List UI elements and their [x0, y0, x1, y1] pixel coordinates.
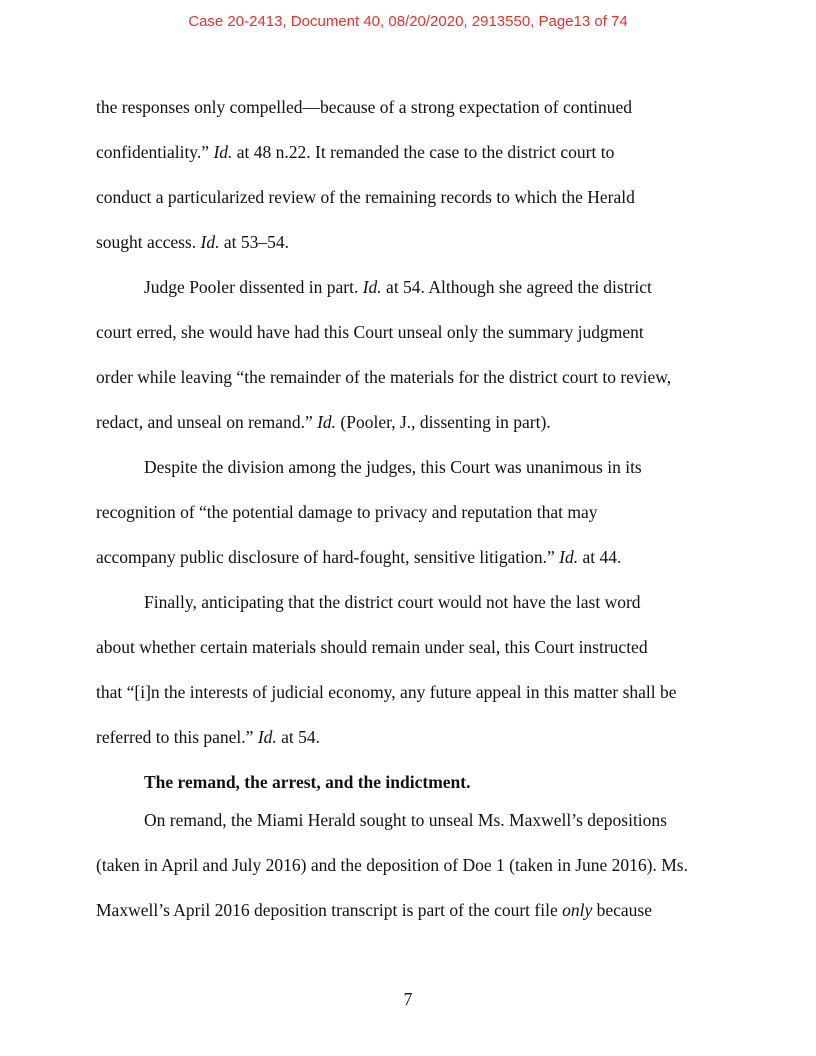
text-line: order while leaving “the remainder of the materials for the district court to review, — [96, 367, 672, 387]
text-line: recognition of “the potential damage to privacy and reputation that may — [96, 502, 598, 522]
text-line: Maxwell’s April 2016 deposition transcript is part of the court file only because — [96, 900, 652, 920]
citation-id: Id. — [213, 142, 233, 162]
section-heading: The remand, the arrest, and the indictment. — [144, 772, 471, 792]
citation-id: Id. — [559, 547, 579, 567]
text-line: Judge Pooler dissented in part. Id. at 54. Although she agreed the district — [144, 277, 652, 297]
text-line: accompany public disclosure of hard-fought, sensitive litigation.” Id. at 44. — [96, 547, 622, 567]
text-line: conduct a particularized review of the remaining records to which the Herald — [96, 187, 635, 207]
text-line: sought access. Id. at 53–54. — [96, 232, 289, 252]
citation-id: Id. — [200, 232, 220, 252]
text-line: (taken in April and July 2016) and the deposition of Doe 1 (taken in June 2016). Ms. — [96, 855, 688, 875]
text-line: Finally, anticipating that the district court would not have the last word — [144, 592, 641, 612]
text-line: about whether certain materials should remain under seal, this Court instructed — [96, 637, 648, 657]
page-number: 7 — [403, 989, 413, 1009]
text-line: referred to this panel.” Id. at 54. — [96, 727, 321, 747]
emphasis-only: only — [562, 900, 593, 920]
text-line: the responses only compelled—because of a strong expectation of continued — [96, 97, 633, 117]
text-line: court erred, she would have had this Court unseal only the summary judgment — [96, 322, 644, 342]
text-line: confidentiality.” Id. at 48 n.22. It remanded the case to the district court to — [96, 142, 615, 162]
citation-id: Id. — [257, 727, 277, 747]
case-header-stamp: Case 20-2413, Document 40, 08/20/2020, 2913550, Page13 of 74 — [188, 13, 628, 30]
text-line: On remand, the Miami Herald sought to unseal Ms. Maxwell’s depositions — [144, 810, 667, 830]
text-line: that “[i]n the interests of judicial economy, any future appeal in this matter shall be — [96, 682, 677, 702]
citation-id: Id. — [362, 277, 382, 297]
citation-id: Id. — [317, 412, 337, 432]
text-line: Despite the division among the judges, this Court was unanimous in its — [144, 457, 642, 477]
text-line: redact, and unseal on remand.” Id. (Pooler, J., dissenting in part). — [96, 412, 551, 432]
